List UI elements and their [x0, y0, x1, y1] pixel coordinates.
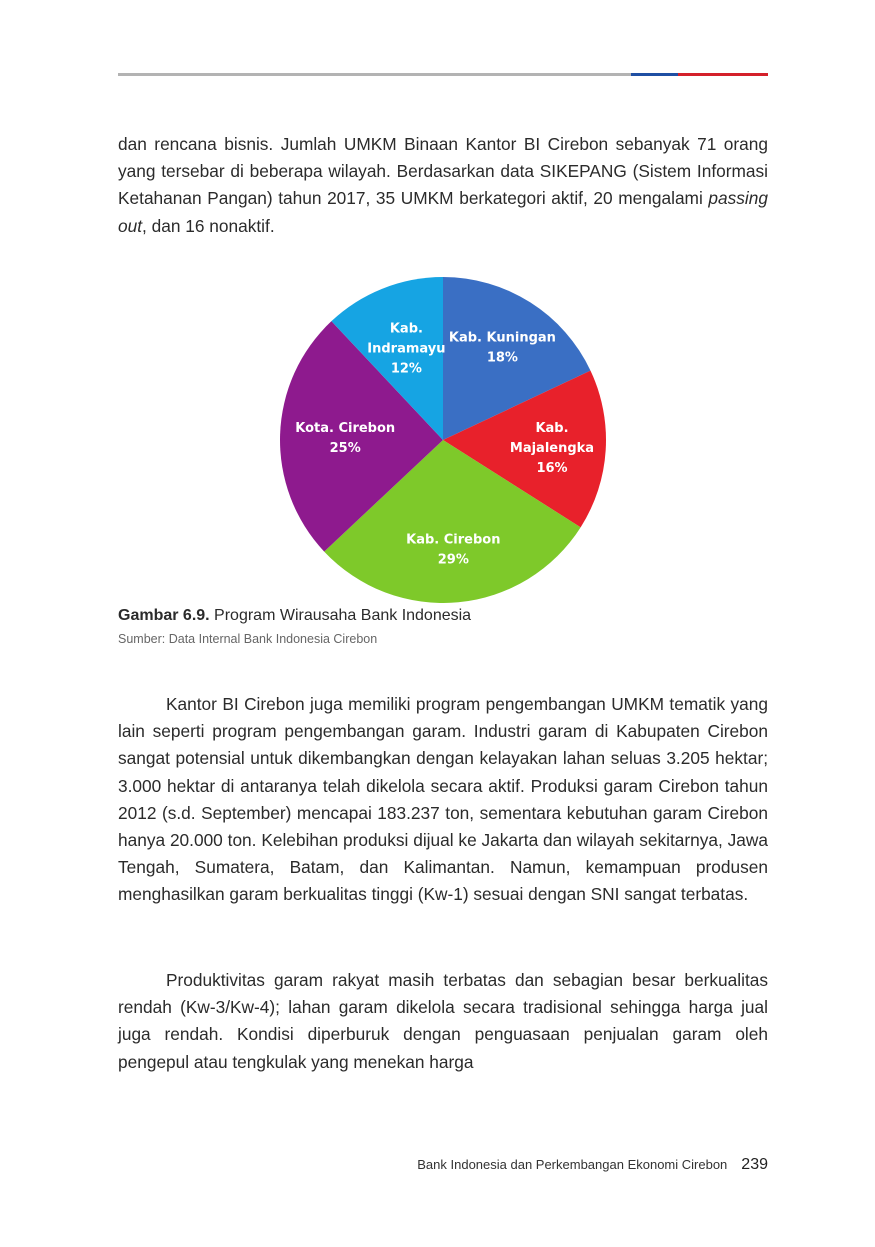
pie-slice-name: Indramayu: [367, 341, 446, 357]
header-rule: [118, 73, 768, 76]
paragraph-garam: Kantor BI Cirebon juga memiliki program pengembangan UMKM tematik yang lain seperti program pengembangan garam. Industri garam di Kabupaten Cirebon sangat potensial untuk dikembangkan dengan kelayakan lahan seluas 3.205 hektar; 3.000 hektar di antaranya telah dikelola secara aktif. Produksi garam Cirebon tahun 2012 (s.d. September) mencapai 183.237 ton, sementara kebutuhan garam Cirebon hanya 20.000 ton. Kelebihan produksi dijual ke Jakarta dan wilayah sekitarnya, Jawa Tengah, Sumatera, Batam, dan Kalimantan. Namun, kemampuan produsen menghasilkan garam berkualitas tinggi (Kw-1) sesuai dengan SNI sangat terbatas.: [118, 694, 768, 905]
pie-slice-name: Kab.: [535, 420, 569, 436]
paragraph-intro-end: , dan 16 nonaktif.: [142, 215, 275, 236]
pie-slice-percent: 16%: [536, 460, 568, 476]
pie-slice-percent: 25%: [329, 440, 361, 456]
header-rule-gray: [118, 73, 631, 76]
pie-slice-name: Kab.: [389, 321, 423, 337]
page-number: 239: [741, 1156, 768, 1173]
pie-slice-percent: 29%: [437, 552, 469, 568]
paragraph-intro-text: dan rencana bisnis. Jumlah UMKM Binaan Kantor BI Cirebon sebanyak 71 orang yang tersebar di beberapa wilayah. Berdasarkan data SIKEPANG (Sistem Informasi Ketahanan Pangan) tahun 2017, 35 UMKM berkategori aktif, 20 mengalami: [118, 134, 768, 209]
figure-caption-text: Program Wirausaha Bank Indonesia: [209, 607, 472, 624]
paragraph-intro-italic: passing out: [118, 188, 768, 236]
header-rule-red: [678, 73, 768, 76]
pie-slice-percent: 12%: [390, 361, 422, 377]
paragraph-produktivitas: Produktivitas garam rakyat masih terbatas dan sebagian besar berkualitas rendah (Kw-3/Kw-4); lahan garam dikelola secara tradisional sehingga harga jual juga rendah. Kondisi diperburuk dengan penguasaan penjualan garam oleh pengepul atau tengkulak yang menekan harga: [118, 970, 768, 1072]
pie-chart-svg: [278, 277, 608, 603]
figure-source: Sumber: Data Internal Bank Indonesia Cirebon: [118, 632, 378, 646]
paragraph-intro: [118, 131, 768, 240]
pie-slice-name: Kab. Kuningan: [448, 330, 556, 346]
pie-slice-percent: 18%: [486, 350, 518, 366]
pie-slice-name: Kota. Cirebon: [295, 420, 396, 436]
figure-caption-label: Gambar 6.9.: [118, 607, 210, 624]
pie-slice-name: Majalengka: [509, 440, 595, 456]
footer-text: Bank Indonesia dan Perkembangan Ekonomi Cirebon: [417, 1157, 728, 1172]
header-rule-blue: [631, 73, 678, 76]
page-footer: [417, 1156, 768, 1174]
pie-slice-name: Kab. Cirebon: [406, 532, 501, 548]
figure-caption: [118, 605, 471, 627]
pie-chart: [278, 277, 608, 603]
